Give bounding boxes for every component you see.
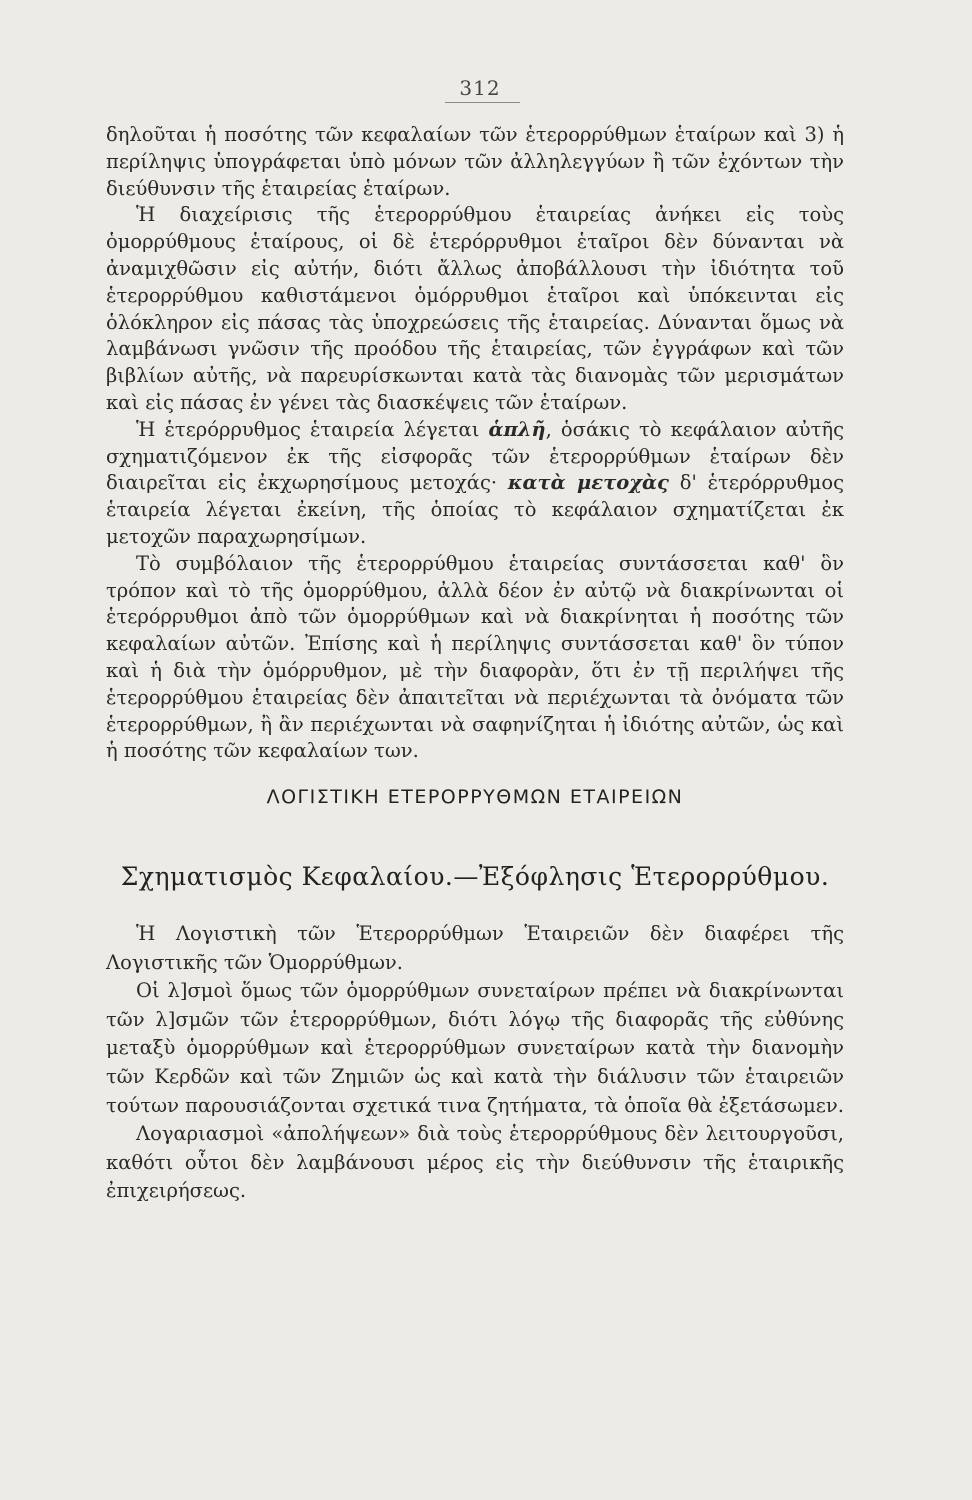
paragraph-withdrawals: Λογαριασμοὶ «ἀπολήψεων» διὰ τοὺς ἑτερορρύθμους δὲν λειτουργοῦσι, καθότι οὗτοι δὲν λαμβάνουσι μέρος εἰς τὴν διεύθυνσιν τῆς ἑταιρικῆς ἐπιχειρήσεως. (106, 1122, 844, 1203)
section-heading: ΛΟΓΙΣΤΙΚΗ ΕΤΕΡΟΡΡΥΘΜΩΝ ΕΤΑΙΡΕΙΩΝ (266, 786, 684, 808)
emphasis-term: κατὰ μετοχὰς (507, 471, 669, 495)
paragraph-text: Ἡ ἑτερόρρυθμος ἑταιρεία λέγεται (136, 417, 489, 441)
paragraph-contract: Τὸ συμβόλαιον τῆς ἑτερορρύθμου ἑταιρείας συντάσσεται καθ' ὃν τρόπον καὶ τὸ τῆς ὁμορρύθμου, ἀλλὰ δέον ἐν αὐτῷ νὰ διακρίνωνται οἱ ἑτερόρρυθμοι ἀπὸ τῶν ὁμορρύθμων καὶ νὰ διακρίνηται ἡ ποσότης τῶν κεφαλαίων αὐτῶν. Ἐπίσης καὶ ἡ περίληψις συντάσσεται καθ' ὃν τύπον καὶ ἡ διὰ τὴν ὁμόρρυθμον, μὲ τὴν διαφορὰν, ὅτι ἐν τῇ περιλήψει τῆς ἑτερορρύθμου ἑταιρείας δὲν ἀπαιτεῖται νὰ περιέχωνται τὰ ὀνόματα τῶν ἑτερορρύθμων, ἢ ἂν περιέχωνται νὰ σαφηνίζηται ἡ ἰδιότης αὐτῶν, ὡς καὶ ἡ ποσότης τῶν κεφαλαίων των. (106, 551, 844, 763)
paragraph-text: , ὁσάκις τὸ κεφάλαιον αὐτῆς σχηματιζόμενον ἐκ τῆς εἰσφορᾶς τῶν ἑτερορρύθμων ἑταίρων δὲν διαιρεῖται εἰς ἐκχωρησίμους μετοχάς· (106, 417, 844, 495)
page-number-rule (445, 102, 520, 103)
text-block-upper (106, 122, 844, 765)
emphasis-term: ἁπλῆ (488, 417, 546, 441)
paragraph-simple-partnership (106, 417, 844, 551)
paragraph-accounts: Οἱ λ]σμοὶ ὅμως τῶν ὁμορρύθμων συνεταίρων πρέπει νὰ διακρίνωνται τῶν λ]σμῶν τῶν ἑτερορρύθμων, διότι λόγῳ τῆς διαφορᾶς τῆς εὐθύνης μεταξὺ ὁμορρύθμων καὶ ἑτερορρύθμων συνεταίρων κατὰ τὴν διανομὴν τῶν Κερδῶν καὶ τῶν Ζημιῶν ὡς καὶ κατὰ τὴν διάλυσιν τῶν ἑταιρειῶν τούτων παρουσιάζονται σχετικά τινα ζητήματα, τὰ ὁποῖα θὰ ἐξετάσωμεν. (106, 979, 844, 1117)
paragraph-accounting: Ἡ Λογιστικὴ τῶν Ἑτερορρύθμων Ἑταιρειῶν δὲν διαφέρει τῆς Λογιστικῆς τῶν Ὁμορρύθμων. (106, 922, 844, 974)
paragraph-management: Ἡ διαχείρισις τῆς ἑτερορρύθμου ἑταιρείας ἀνήκει εἰς τοὺς ὁμορρύθμους ἑταίρους, οἱ δὲ ἑτερόρρυθμοι ἑταῖροι δὲν δύνανται νὰ ἀναμιχθῶσιν εἰς αὐτήν, διότι ἄλλως ἀποβάλλουσι τὴν ἰδιότητα τοῦ ἑτερορρύθμου καθιστάμενοι ὁμόρρυθμοι ἑταῖροι καὶ ὑπόκεινται εἰς ὁλόκληρον εἰς πάσας τὰς ὑποχρεώσεις τῆς ἑταιρείας. Δύνανται ὅμως νὰ λαμβάνωσι γνῶσιν τῆς προόδου τῆς ἑταιρείας, τῶν ἐγγράφων καὶ τῶν βιβλίων αὐτῆς, νὰ παρευρίσκωνται κατὰ τὰς διανομὰς τῶν μερισμάτων καὶ εἰς πάσας ἐν γένει τὰς διασκέψεις τῶν ἑταίρων. (106, 203, 844, 414)
text-block-lower (106, 920, 844, 1206)
section-subheading: Σχηματισμὸς Κεφαλαίου.—Ἐξόφλησις Ἑτερορρύθμου. (120, 862, 830, 891)
paragraph-continuation: δηλοῦται ἡ ποσότης τῶν κεφαλαίων τῶν ἑτερορρύθμων ἑταίρων καὶ 3) ἡ περίληψις ὑπογράφεται ὑπὸ μόνων τῶν ἀλληλεγγύων ἢ τῶν ἐχόντων τὴν διεύθυνσιν τῆς ἑταιρείας ἑταίρων. (106, 123, 844, 200)
paragraph-text: δ' ἑτερόρρυθμος ἑταιρεία λέγεται ἐκείνη, τῆς ὁποίας τὸ κεφάλαιον σχηματίζεται ἐκ μετοχῶν παραχωρησίμων. (106, 471, 845, 548)
page-number: 312 (459, 76, 501, 100)
